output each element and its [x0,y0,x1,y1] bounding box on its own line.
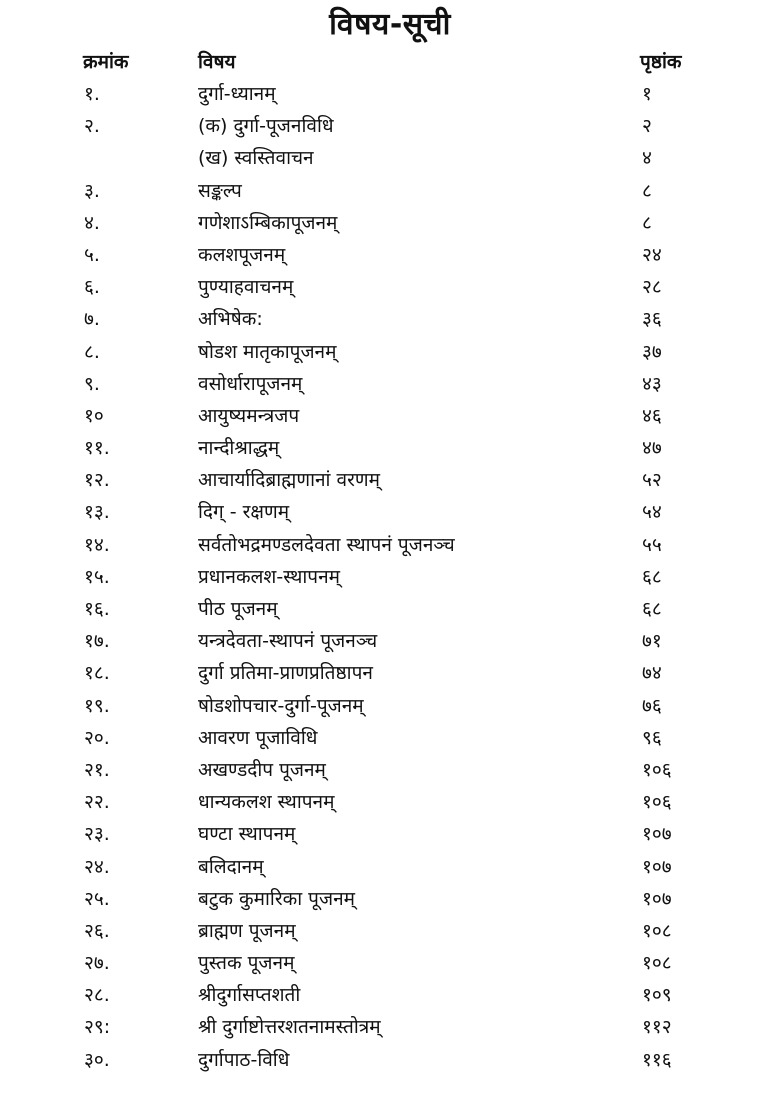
item-page: १०७ [642,855,672,878]
list-item [0,400,780,432]
header-page: पृष्ठांक [640,51,682,73]
item-subject: दिग् - रक्षणम् [198,501,290,524]
item-page: ११२ [642,1016,672,1039]
item-number: १९. [84,694,110,717]
item-subject: ब्राह्मण पूजनम् [198,919,296,942]
item-page: १०६ [642,758,672,781]
item-subject: बलिदानम् [198,855,264,878]
item-subject: यन्त्रदेवता-स्थापनं पूजनञ्च [198,630,378,653]
item-subject: नान्दीश्राद्धम् [198,437,280,460]
list-item [0,883,780,915]
item-subject: आचार्यादिब्राह्मणानां वरणम् [198,469,380,492]
item-number: २६. [84,919,110,942]
item-number: २९: [84,1016,111,1039]
list-item [0,1011,780,1043]
item-page: १ [642,83,652,105]
list-item [0,947,780,979]
item-number: ११. [84,437,110,460]
item-subject: प्रधानकलश-स्थापनम् [198,565,340,588]
list-item [0,529,780,561]
list-item [0,561,780,593]
item-page: ६८ [642,565,662,588]
item-number: १७. [84,630,110,653]
item-page: २ [642,115,652,138]
item-number: २१. [84,758,110,781]
list-item [0,175,780,207]
item-number: ६. [84,276,100,299]
item-page: १०८ [642,952,672,975]
item-page: ८ [642,179,652,202]
item-number: २०. [84,726,110,749]
item-number: २. [84,115,100,138]
item-number: १. [84,83,100,105]
list-item [0,818,780,850]
list-item [0,78,780,110]
item-page: १०६ [642,791,672,814]
item-number: २२. [84,791,110,814]
item-subject: (ख) स्वस्तिवाचन [198,147,314,170]
header-number: क्रमांक [83,51,129,73]
list-item [0,786,780,818]
list-item [0,368,780,400]
item-page: ५४ [642,501,662,524]
item-number: ५. [84,243,100,266]
item-subject: गणेशाऽम्बिकापूजनम् [198,211,338,234]
item-subject: षोडश मातृकापूजनम् [198,340,337,363]
list-item [0,110,780,142]
item-number: २५. [84,887,110,910]
list-item [0,851,780,883]
item-page: ७६ [642,694,662,717]
item-number: १८. [84,662,110,685]
item-number: ३०. [84,1048,110,1071]
item-number: २३. [84,823,110,846]
item-subject: सर्वतोभद्रमण्डलदेवता स्थापनं पूजनञ्च [198,533,455,556]
item-page: १०८ [642,919,672,942]
item-subject: आवरण पूजाविधि [198,726,318,749]
item-page: ४७ [642,437,662,460]
item-page: ९६ [642,726,662,749]
item-page: ७४ [642,662,662,685]
item-number: ३. [84,179,100,202]
list-item [0,690,780,722]
item-page: २८ [642,276,662,299]
item-page: ४ [642,147,652,170]
item-number: १४. [84,533,110,556]
item-subject: धान्यकलश स्थापनम् [198,791,335,814]
item-page: ३७ [642,340,662,363]
contents-list [0,78,780,1076]
list-item [0,271,780,303]
item-page: १०९ [642,984,672,1007]
item-subject: दुर्गा प्रतिमा-प्राणप्रतिष्ठापन [198,662,373,685]
list-item [0,1044,780,1076]
item-number: १६. [84,598,110,620]
list-item [0,625,780,657]
item-subject: श्री दुर्गाष्टोत्तरशतनामस्तोत्रम् [198,1016,381,1039]
list-item [0,915,780,947]
list-item [0,979,780,1011]
item-subject: दुर्गापाठ-विधि [198,1048,290,1071]
list-item [0,722,780,754]
item-subject: आयुष्यमन्त्रजप [198,404,300,427]
item-page: ४६ [642,404,662,427]
list-item [0,754,780,786]
item-subject: कलशपूजनम् [198,243,286,266]
column-headers [0,48,780,78]
item-number: १५. [84,565,110,588]
item-number: १० [84,404,104,427]
item-number: २४. [84,855,110,878]
item-page: ५५ [642,533,662,556]
list-item [0,464,780,496]
header-subject: विषय [198,51,236,73]
list-item [0,496,780,528]
list-item [0,207,780,239]
item-subject: (क) दुर्गा-पूजनविधि [198,115,334,138]
item-page: ३६ [642,308,662,331]
item-page: ८ [642,211,652,234]
list-item [0,432,780,464]
item-page: ४३ [642,372,662,395]
item-number: १३. [84,501,110,524]
item-page: ७१ [642,630,662,653]
item-number: २८. [84,984,110,1007]
page-title: विषय-सूची [329,7,451,42]
item-subject: वसोर्धारापूजनम् [198,372,303,395]
item-subject: बटुक कुमारिका पूजनम् [198,887,355,910]
item-page: ५२ [642,469,662,492]
item-subject: षोडशोपचार-दुर्गा-पूजनम् [198,694,364,717]
item-subject: अखण्डदीप पूजनम् [198,758,326,781]
item-page: १०७ [642,887,672,910]
item-subject: पुण्याहवाचनम् [198,276,294,299]
list-item [0,239,780,271]
item-page: १०७ [642,823,672,846]
item-page: ११६ [642,1048,672,1071]
item-subject: श्रीदुर्गासप्तशती [198,984,301,1007]
item-subject: सङ्कल्प [198,179,242,202]
item-number: ४. [84,211,100,234]
item-page: २४ [642,243,662,266]
item-number: २७. [84,952,110,975]
item-subject: घण्टा स्थापनम् [198,823,296,846]
item-number: १२. [84,469,110,492]
item-number: ८. [84,340,100,363]
item-subject: पुस्तक पूजनम् [198,952,295,975]
list-item [0,303,780,335]
item-subject: अभिषेक: [198,308,263,331]
item-subject: पीठ पूजनम् [198,598,278,620]
item-subject: दुर्गा-ध्यानम् [198,83,276,105]
item-number: ९. [84,372,100,395]
list-item [0,142,780,174]
list-item [0,593,780,625]
list-item [0,336,780,368]
item-number: ७. [84,308,100,331]
list-item [0,657,780,689]
item-page: ६८ [642,598,662,620]
